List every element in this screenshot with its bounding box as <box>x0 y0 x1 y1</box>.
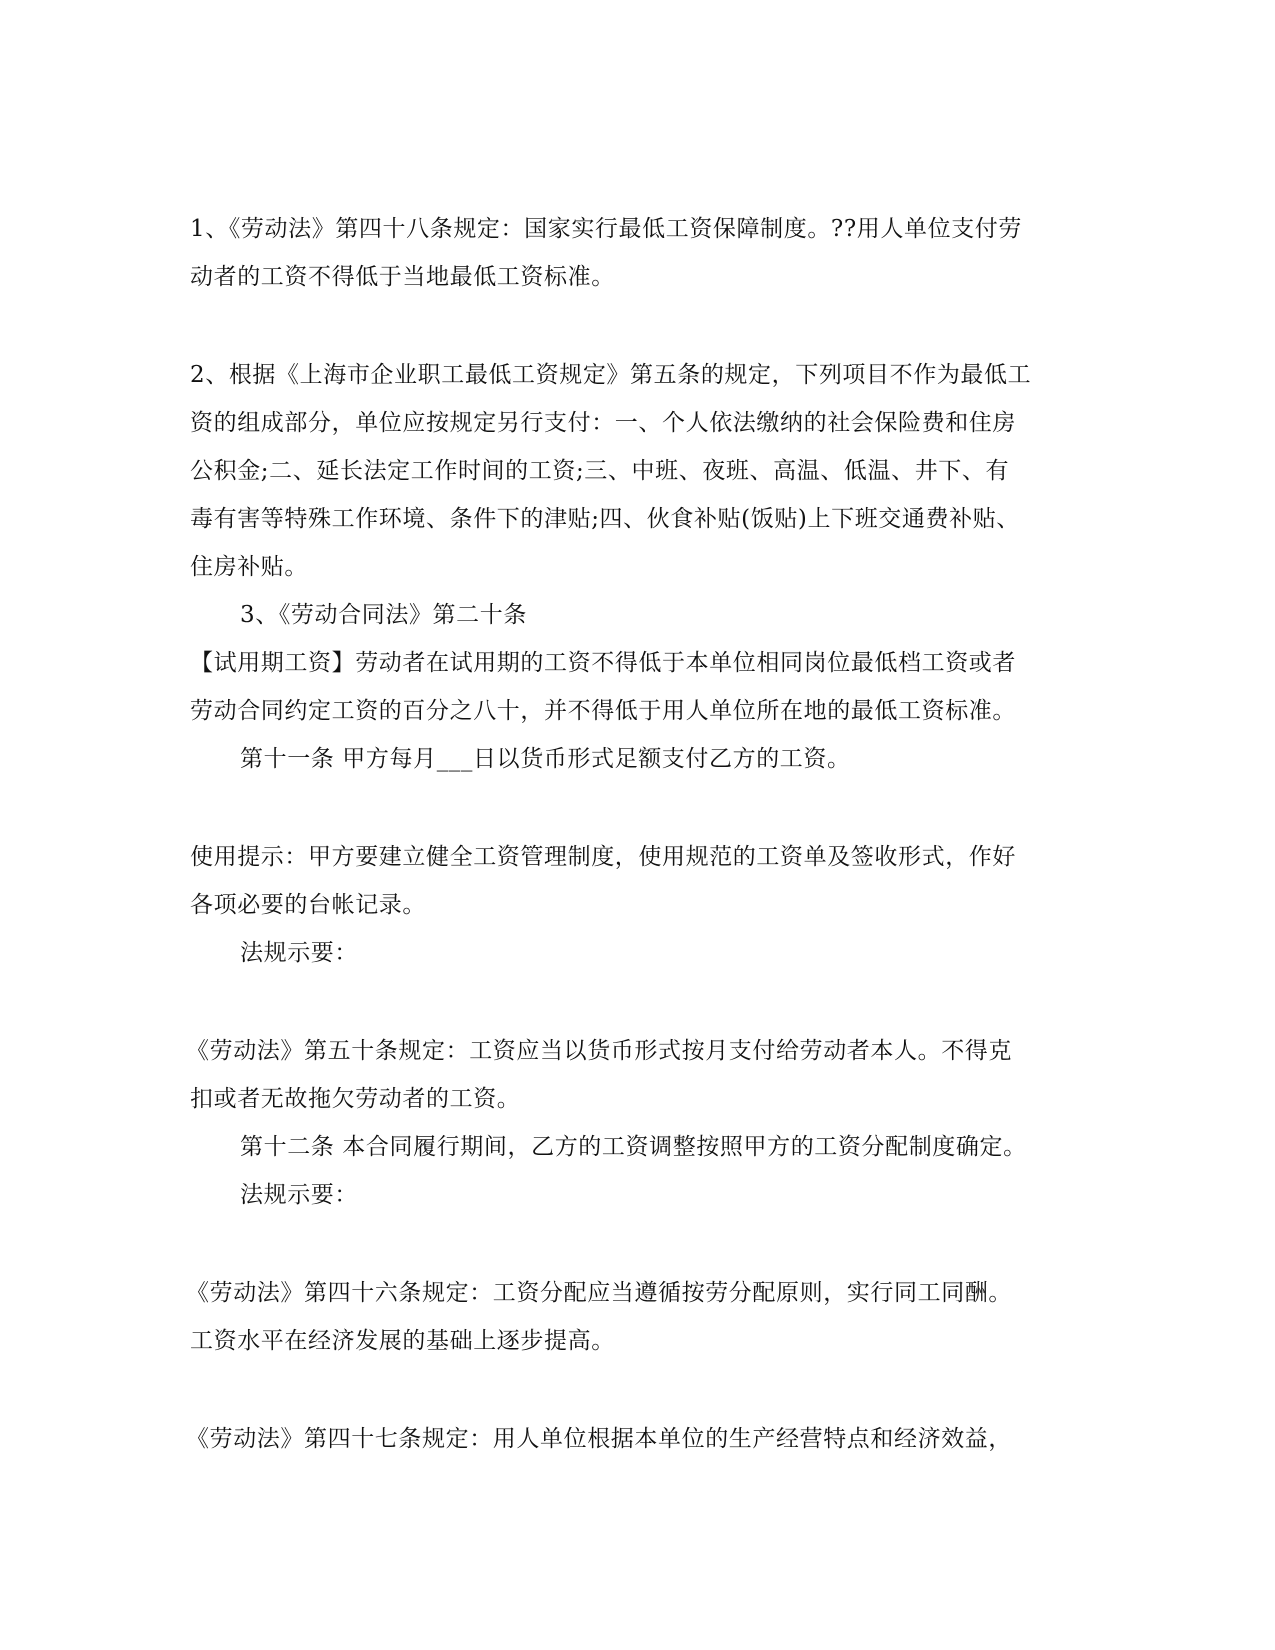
text-line: 各项必要的台帐记录。 <box>190 892 426 918</box>
text-line: 2、根据《上海市企业职工最低工资规定》第五条的规定，下列项目不作为最低工 <box>190 362 1032 388</box>
text-line: 《劳动法》第四十七条规定：用人单位根据本单位的生产经营特点和经济效益， <box>186 1426 1012 1452</box>
text-line: 《劳动法》第五十条规定：工资应当以货币形式按月支付给劳动者本人。不得克 <box>186 1038 1012 1064</box>
text-line: 《劳动法》第四十六条规定：工资分配应当遵循按劳分配原则，实行同工同酬。 <box>186 1280 1012 1306</box>
text-line: 劳动合同约定工资的百分之八十，并不得低于用人单位所在地的最低工资标准。 <box>190 698 1016 724</box>
text-line: 扣或者无故拖欠劳动者的工资。 <box>190 1086 521 1112</box>
text-line: 第十一条 甲方每月___日以货币形式足额支付乙方的工资。 <box>240 746 851 772</box>
text-line: 工资水平在经济发展的基础上逐步提高。 <box>190 1328 615 1354</box>
text-line: 法规示要： <box>240 1182 358 1208</box>
text-line: 毒有害等特殊工作环境、条件下的津贴;四、伙食补贴(饭贴)上下班交通费补贴、 <box>190 506 1020 532</box>
text-line: 法规示要： <box>240 940 358 966</box>
text-line: 3、《劳动合同法》第二十条 <box>240 602 527 628</box>
text-line: 使用提示：甲方要建立健全工资管理制度，使用规范的工资单及签收形式，作好 <box>190 844 1016 870</box>
text-line: 住房补贴。 <box>190 554 308 580</box>
text-line: 第十二条 本合同履行期间，乙方的工资调整按照甲方的工资分配制度确定。 <box>240 1134 1027 1160</box>
text-line: 【试用期工资】劳动者在试用期的工资不得低于本单位相同岗位最低档工资或者 <box>190 650 1016 676</box>
text-line: 动者的工资不得低于当地最低工资标准。 <box>190 264 615 290</box>
text-line: 资的组成部分，单位应按规定另行支付：一、个人依法缴纳的社会保险费和住房 <box>190 410 1016 436</box>
text-line: 公积金;二、延长法定工作时间的工资;三、中班、夜班、高温、低温、井下、有 <box>190 458 1010 484</box>
text-line: 1、《劳动法》第四十八条规定：国家实行最低工资保障制度。??用人单位支付劳 <box>190 216 1022 242</box>
